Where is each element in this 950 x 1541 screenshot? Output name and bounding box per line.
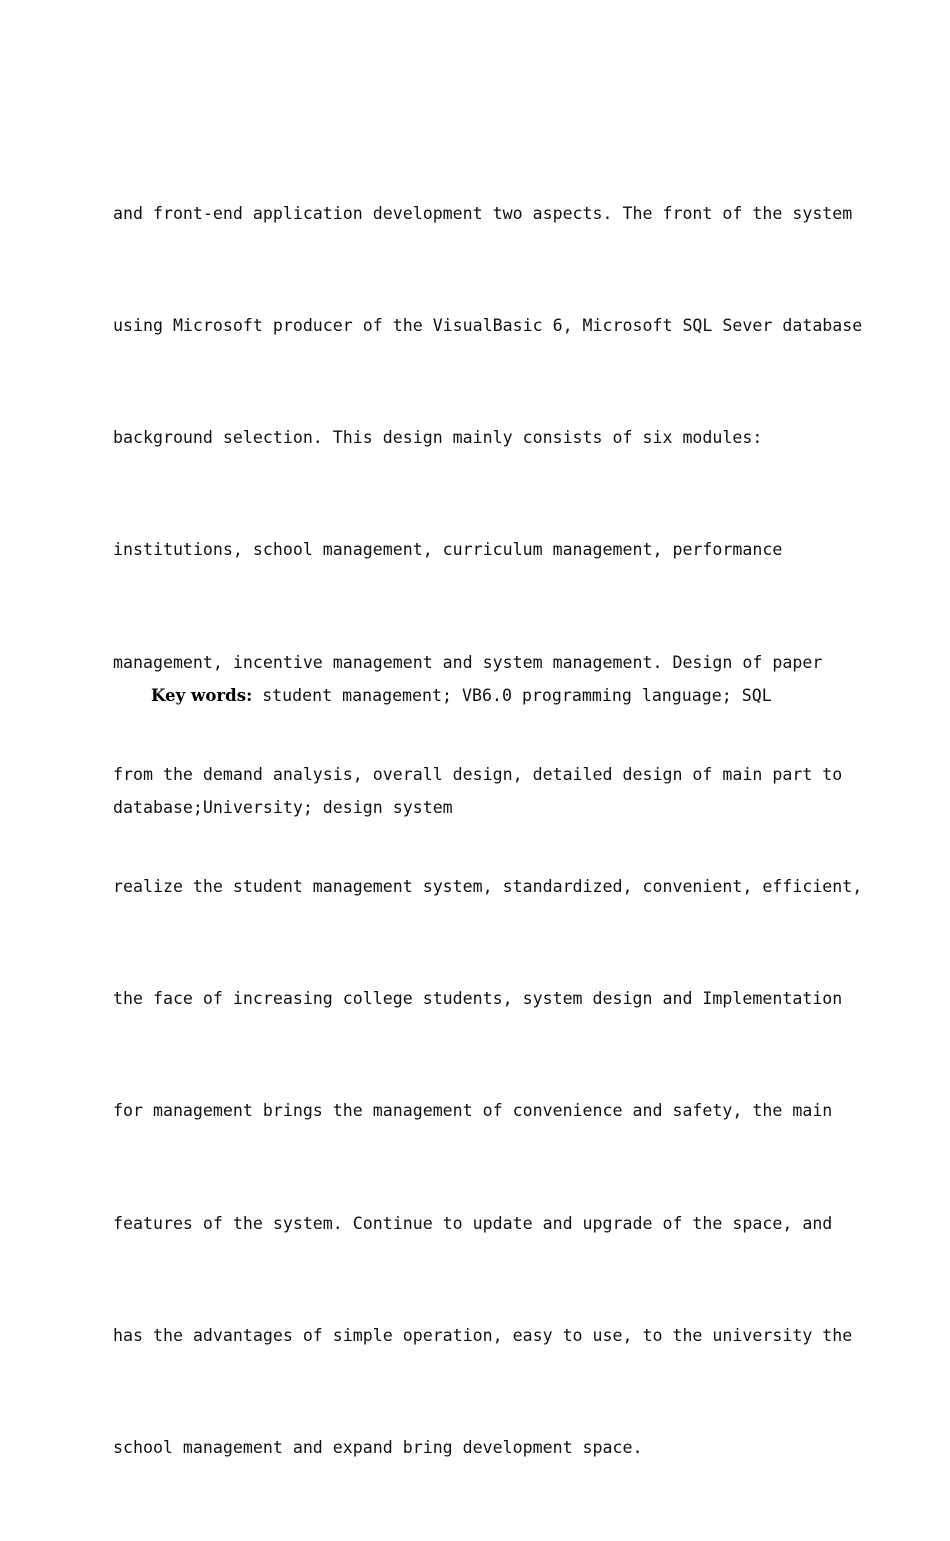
abstract-line: management, incentive management and system management. Design of paper bbox=[113, 652, 823, 672]
abstract-line: institutions, school management, curriculum management, performance bbox=[113, 540, 783, 560]
abstract-line: for management brings the management of convenience and safety, the main bbox=[113, 1101, 833, 1121]
abstract-line: the face of increasing college students, system design and Implementation bbox=[113, 989, 843, 1009]
keywords-section bbox=[113, 602, 843, 901]
abstract-line: features of the system. Continue to update and upgrade of the space, and bbox=[113, 1213, 833, 1233]
abstract-line: and front-end application development two aspects. The front of the system bbox=[113, 203, 853, 223]
abstract-line: school management and expand bring development space. bbox=[113, 1438, 643, 1458]
abstract-line: has the advantages of simple operation, easy to use, to the university the bbox=[113, 1325, 853, 1345]
abstract-line: from the demand analysis, overall design, detailed design of main part to bbox=[113, 764, 843, 784]
abstract-line: realize the student management system, standardized, convenient, efficient, bbox=[113, 877, 863, 897]
keywords-list: student management; VB6.0 programming language; SQL bbox=[252, 685, 772, 705]
keywords-line-2: database;University; design system bbox=[113, 798, 453, 818]
keywords-label: Key words: bbox=[151, 684, 253, 705]
abstract-line: background selection. This design mainly consists of six modules: bbox=[113, 428, 763, 448]
abstract-line: using Microsoft producer of the VisualBasic 6, Microsoft SQL Sever database bbox=[113, 316, 863, 336]
keywords-line-1 bbox=[113, 677, 843, 714]
